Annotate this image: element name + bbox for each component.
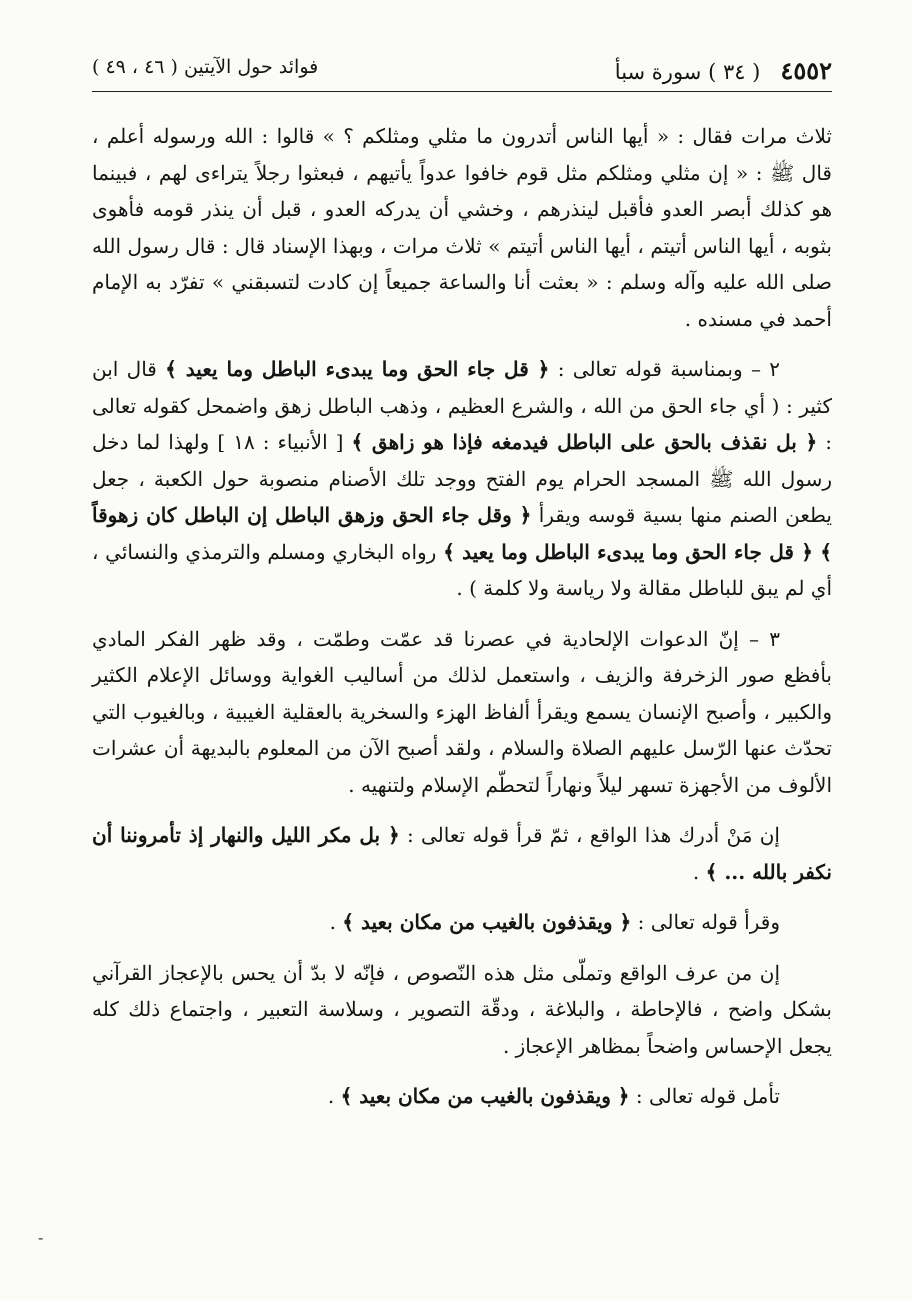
quran-verse: ﴿ بل نقذف بالحق على الباطل فيدمغه فإذا هو زاهق ﴾ [351,430,818,454]
header-right [615,56,832,85]
paragraph-text: إن مَنْ أدرك هذا الواقع ، ثمّ قرأ قوله تعالى : [399,823,780,847]
paragraph-p1 [92,118,832,337]
paragraph-text: وقرأ قوله تعالى : [631,910,780,934]
quran-verse: ﴿ ويقذفون بالغيب من مكان بعيد ﴾ [342,910,632,934]
paragraph-text: ثلاث مرات فقال : « أيها الناس أتدرون ما مثلي ومثلكم ؟ » قالوا : الله ورسوله أعلم ، قال ﷺ : « إن مثلي ومثلكم مثل قوم خافوا عدواً يأتيهم ، فبعثوا رجلاً يتراءى لهم ، فبينما هو كذلك أبصر العدو فأقبل لينذرهم ، وخشي أن يدركه العدو ، قبل أن ينذر قومه فأهوى بثوبه ، أيها الناس أتيتم ، أيها الناس أتيتم » ثلاث مرات ، وبهذا الإسناد قال : قال رسول الله صلى الله عليه وآله وسلم : « بعثت أنا والساعة جميعاً إن كادت لتسبقني » تفرّد به الإمام أحمد في مسنده . [92,124,832,331]
paragraph-text: رواه البخاري ومسلم والترمذي والنسائي ، أي لم يبق للباطل مقالة ولا رياسة ولا كلمة ) . [92,539,832,600]
page-header [92,52,832,88]
section-title: فوائد حول الآيتين ( ٤٦ ، ٤٩ ) [92,56,319,78]
page-number: ٤٥٥٢ [780,56,832,85]
paragraph-text: قال ابن كثير : ( أي جاء الحق من الله ، والشرع العظيم ، وذهب الباطل زهق واضمحل كقوله تعالى : [92,357,832,454]
paragraph-p4 [92,817,832,890]
paragraph-text: ٢ – وبمناسبة قوله تعالى : [549,357,781,381]
paragraph-p6 [92,955,832,1065]
page-body [92,118,832,1115]
header-divider [92,91,832,92]
paragraph-text: . [329,910,343,934]
paragraph-text: . [327,1084,341,1108]
paragraph-p2 [92,351,832,607]
quran-verse: ﴿ وقل جاء الحق وزهق الباطل إن الباطل كان زهوقاً ﴾ ﴿ قل جاء الحق وما يبدىء الباطل وما يعيد ﴾ [92,503,832,564]
paragraph-p7 [92,1078,832,1115]
paragraph-text: . [692,859,706,884]
paragraph-text: إن من عرف الواقع وتملّى مثل هذه النّصوص ، فإنّه لا بدّ أن يحس بالإعجاز القرآني بشكل واضح ، فالإحاطة ، والبلاغة ، ودقّة التصوير ، وسلاسة التعبير ، واجتماع ذلك كله يجعل الإحساس واضحاً بمظاهر الإعجاز . [92,960,832,1058]
quran-verse: ﴿ قل جاء الحق وما يبدىء الباطل وما يعيد ﴾ [165,357,550,381]
margin-mark: - [38,1228,44,1247]
paragraph-text: [ الأنبياء : ١٨ ] ولهذا لما دخل رسول الله ﷺ المسجد الحرام يوم الفتح ووجد تلك الأصنام منصوبة حول الكعبة ، جعل يطعن الصنم منها بسية قوسه ويقرأ [92,430,832,527]
quran-verse: ﴿ ويقذفون بالغيب من مكان بعيد ﴾ [340,1084,630,1108]
paragraph-text: تأمل قوله تعالى : [629,1084,780,1108]
surah-title: ( ٣٤ ) سورة سبأ [614,60,761,84]
paragraph-p5 [92,904,832,941]
quran-verse: ﴿ بل مكر الليل والنهار إذ تأمروننا أن نكفر بالله ... ﴾ [92,823,832,884]
paragraph-p3 [92,621,832,804]
paragraph-text: ٣ – إنّ الدعوات الإلحادية في عصرنا قد عمّت وطمّت ، وقد ظهر الفكر المادي بأفظع صور الزخرفة والزيف ، واستعمل لذلك من أساليب الغواية ووسائل الإعلام الكثير والكبير ، وأصبح الإنسان يسمع ويقرأ ألفاظ الهزء والسخرية بالعقلية الغيبية ، وبالغيوب التي تحدّث عنها الرّسل عليهم الصلاة والسلام ، ولقد أصبح الآن من المعلوم بالبديهة أن عشرات الألوف من الأجهزة تسهر ليلاً ونهاراً لتحطّم الإسلام ولتنهيه . [92,626,832,797]
